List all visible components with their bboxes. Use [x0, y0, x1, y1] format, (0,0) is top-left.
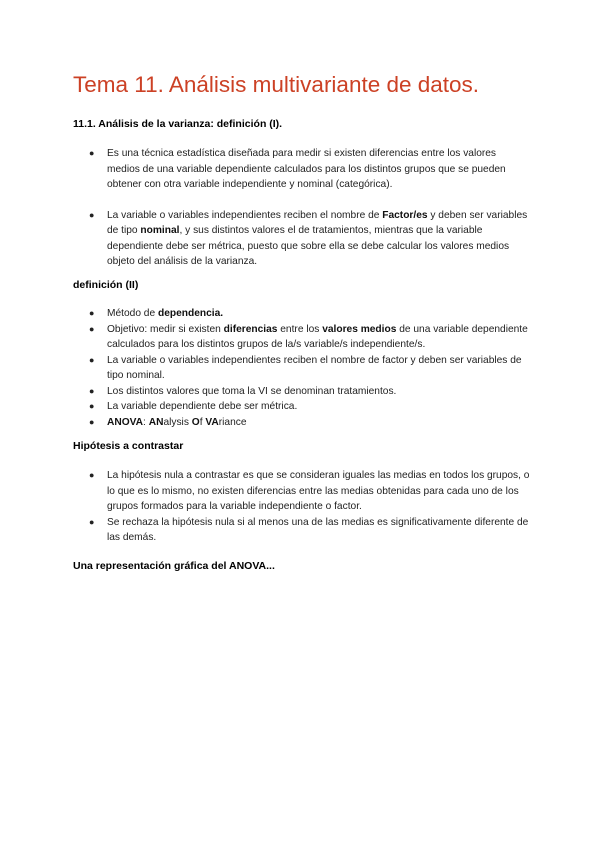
list-item: ● Los distintos valores que toma la VI se denominan tratamientos. — [0, 384, 600, 400]
bullet-icon: ● — [89, 416, 95, 427]
list-item: ● ANOVA: ANalysis Of VAriance — [0, 415, 600, 431]
list-item: ● La variable dependiente debe ser métrica. — [0, 399, 600, 415]
list-item: ● La variable o variables independientes reciben el nombre de factor y deben ser variables de tipo nominal. — [89, 354, 522, 381]
section-heading-hipotesis: Hipótesis a contrastar — [73, 440, 184, 452]
section-heading-representacion: Una representación gráfica del ANOVA... — [73, 560, 275, 572]
bullet-icon: ● — [89, 401, 95, 411]
bullet-icon: ● — [89, 385, 95, 396]
bullet-list-definicion-2 — [0, 306, 600, 430]
list-item: ● Se rechaza la hipótesis nula si al menos una de las medias es significativamente diferente de las demás. — [89, 516, 529, 543]
bullet-list-hipotesis — [0, 468, 600, 546]
list-item: ● La hipótesis nula a contrastar es que se consideran iguales las medias en todos los grupos, o lo que es lo mismo, no existen diferencias entre las medias obtenidas para cada uno de los grupos formados para la variable independiente o factor. — [89, 470, 530, 512]
page-title: Tema 11. Análisis multivariante de datos. — [73, 72, 480, 97]
section-heading-definicion-2: definición (II) — [73, 279, 139, 291]
bullet-icon: ● — [89, 354, 95, 365]
bullet-icon: ● — [89, 148, 95, 158]
list-item: ● La variable o variables independientes reciben el nombre de Factor/es y deben ser variables de tipo nominal, y sus distintos valores el de tratamientos, mientras que la variable dependiente debe ser métrica, puesto que sobre ella se debe calcular los valores medios objeto del análisis de la varianza. — [89, 209, 528, 267]
bullet-icon: ● — [89, 470, 95, 480]
bullet-icon: ● — [89, 308, 95, 318]
bullet-icon: ● — [89, 516, 95, 527]
list-item: ● Método de dependencia. — [0, 306, 600, 322]
bullet-list-definicion-1 — [0, 146, 600, 270]
section-heading-definicion-1: 11.1. Análisis de la varianza: definición (I). — [73, 118, 283, 130]
list-item: ● Objetivo: medir si existen diferencias entre los valores medios de una variable dependiente calculados para los distintos grupos de la/s variable/s independiente/s. — [89, 323, 528, 350]
bullet-icon: ● — [89, 323, 95, 334]
list-item: ● Es una técnica estadística diseñada para medir si existen diferencias entre los valores medios de una variable dependiente calculados para los distintos grupos que se pueden obtener con otra variable independiente y nominal (categórica). — [89, 148, 506, 190]
bullet-icon: ● — [89, 209, 95, 220]
